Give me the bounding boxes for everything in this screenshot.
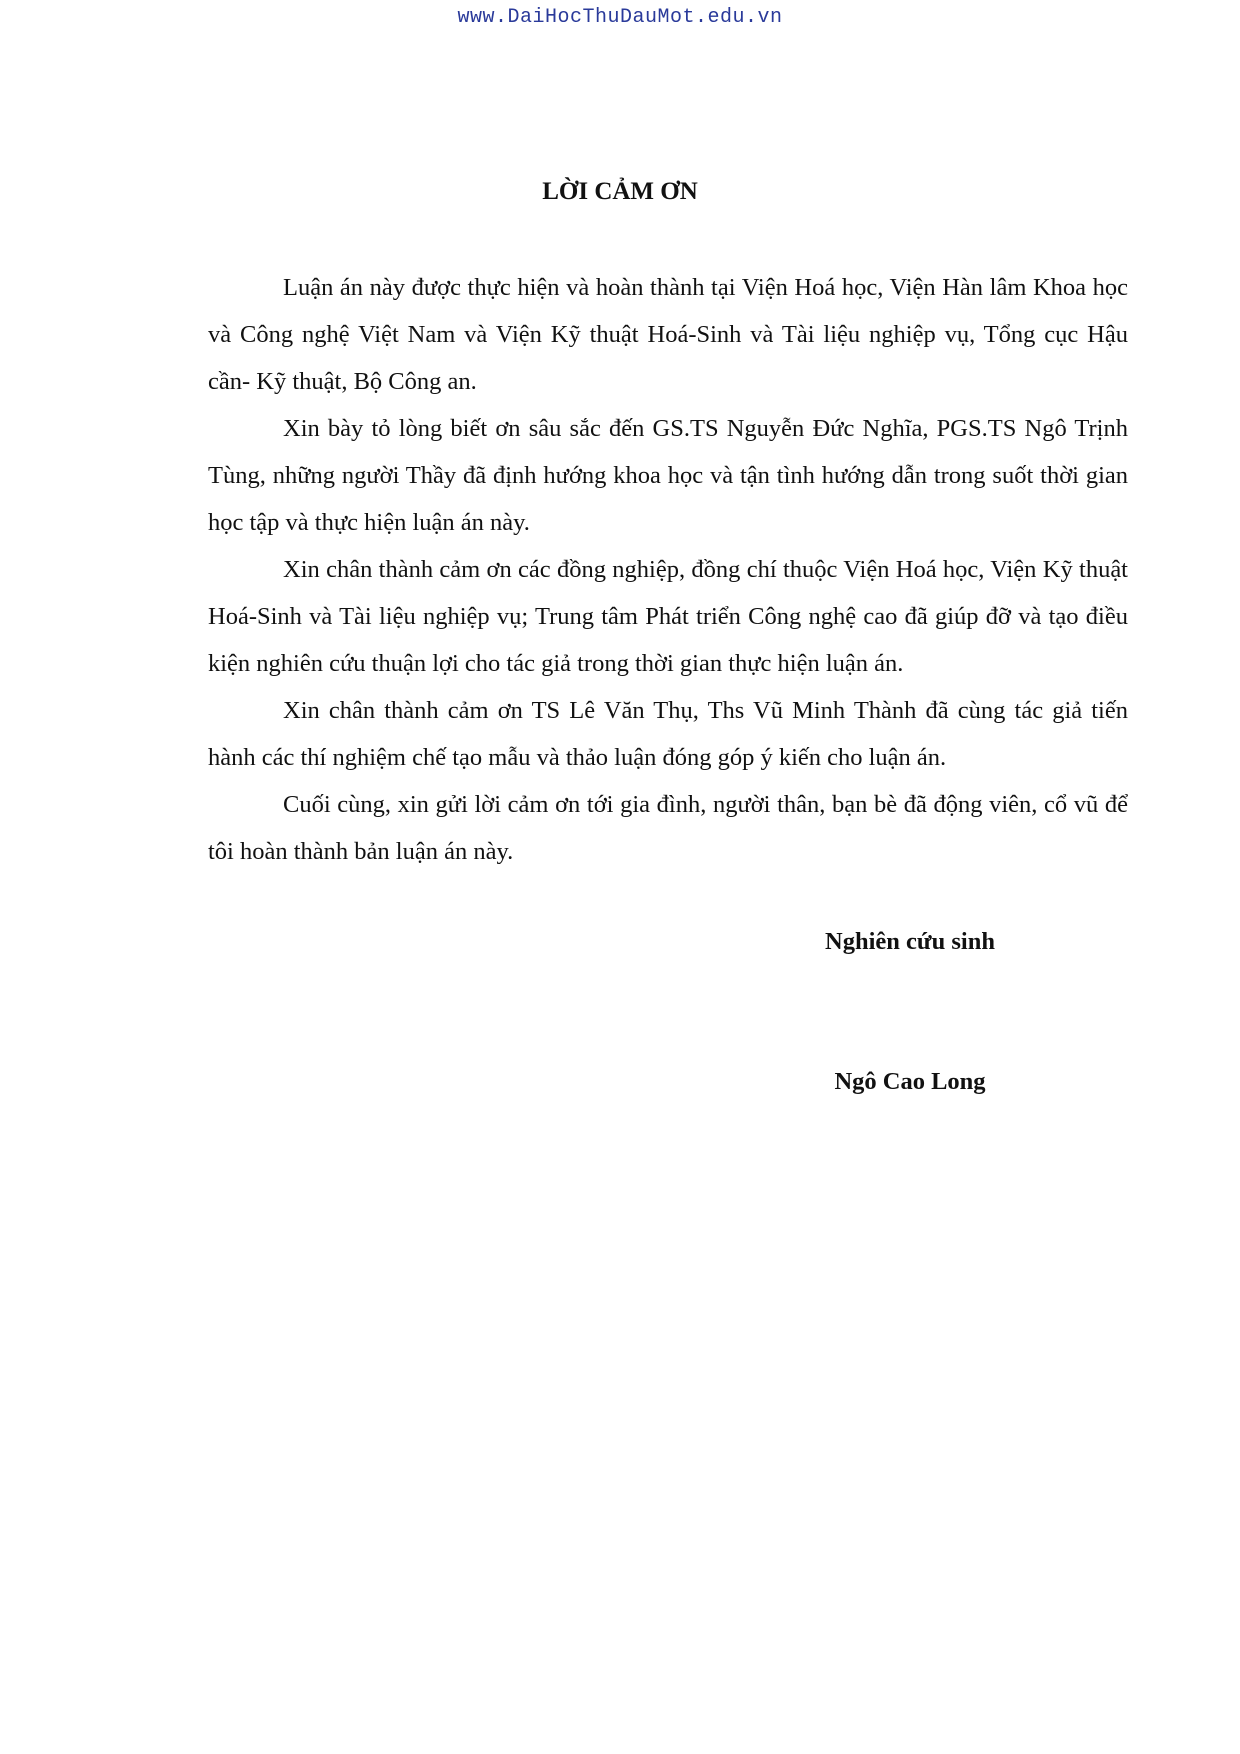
paragraph: Luận án này được thực hiện và hoàn thành tại Viện Hoá học, Viện Hàn lâm Khoa học và Công nghệ Việt Nam và Viện Kỹ thuật Hoá-Sinh và Tài liệu nghiệp vụ, Tổng cục Hậu cần- Kỹ thuật, Bộ Công an.	[208, 274, 1128, 395]
page-title: LỜI CẢM ƠN	[542, 178, 698, 205]
paragraph: Cuối cùng, xin gửi lời cảm ơn tới gia đình, người thân, bạn bè đã động viên, cổ vũ để tôi hoàn thành bản luận án này.	[208, 791, 1128, 865]
paragraph: Xin chân thành cảm ơn các đồng nghiệp, đồng chí thuộc Viện Hoá học, Viện Kỹ thuật Hoá-Sinh và Tài liệu nghiệp vụ; Trung tâm Phát triển Công nghệ cao đã giúp đỡ và tạo điều kiện nghiên cứu thuận lợi cho tác giả trong thời gian thực hiện luận án.	[208, 556, 1128, 677]
watermark-url: www.DaiHocThuDauMot.edu.vn	[457, 6, 783, 29]
acknowledgement-body	[208, 264, 1128, 875]
paragraph: Xin bày tỏ lòng biết ơn sâu sắc đến GS.TS Nguyễn Đức Nghĩa, PGS.TS Ngô Trịnh Tùng, những người Thầy đã định hướng khoa học và tận tình hướng dẫn trong suốt thời gian học tập và thực hiện luận án này.	[208, 415, 1128, 536]
signature-role: Nghiên cứu sinh	[825, 928, 995, 955]
signature-name: Ngô Cao Long	[834, 1068, 986, 1095]
paragraph: Xin chân thành cảm ơn TS Lê Văn Thụ, Ths Vũ Minh Thành đã cùng tác giả tiến hành các thí nghiệm chế tạo mẫu và thảo luận đóng góp ý kiến cho luận án.	[208, 697, 1128, 771]
